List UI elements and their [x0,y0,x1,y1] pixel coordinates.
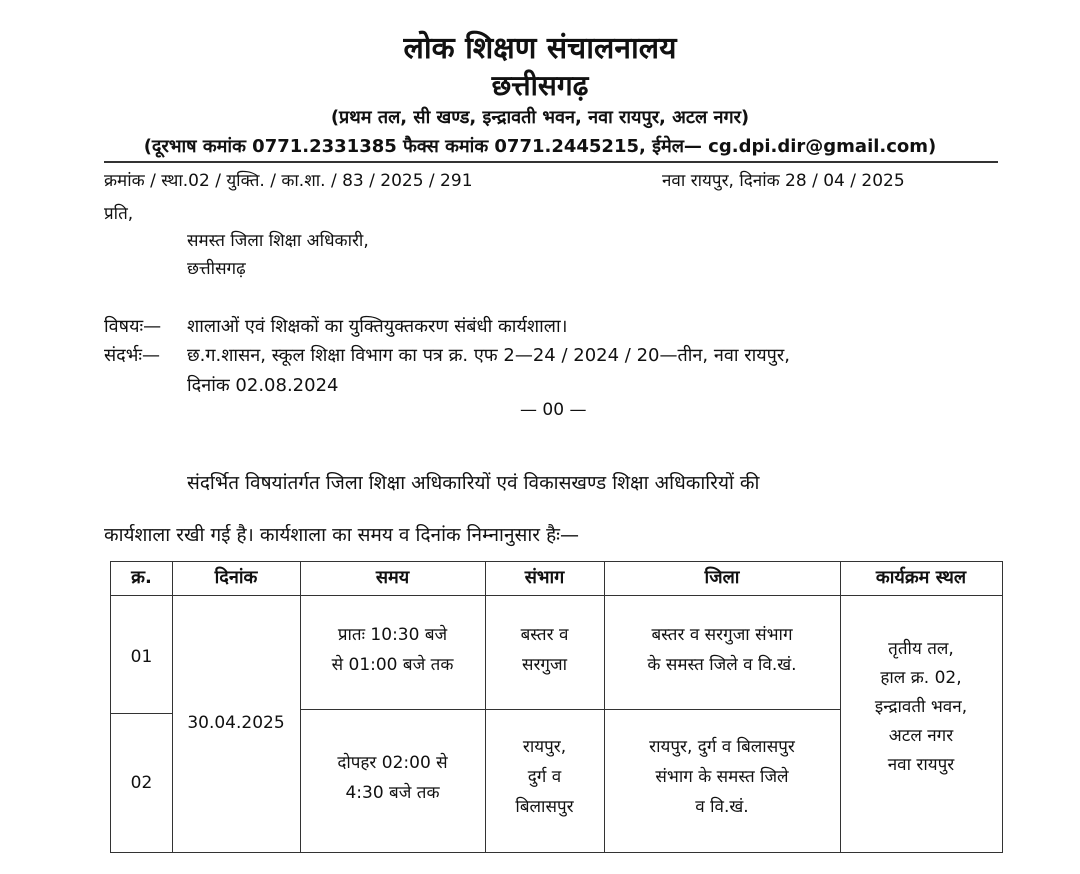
row2-district-line: व वि.खं. [695,797,749,817]
addressee-line2: छत्तीसगढ़ [187,259,246,279]
venue-line: हाल क्र. 02, [880,668,962,688]
row1-division-line: बस्तर व [520,625,569,645]
body-line1: संदर्भित विषयांतर्गत जिला शिक्षा अधिकारियों एवं विकासखण्ड शिक्षा अधिकारियों की [187,472,760,494]
row2-division-line: दुर्ग व [527,767,562,787]
table-col-divider [172,562,173,852]
row1-sno: 01 [130,647,153,667]
row1-district [604,620,840,680]
table-header-divider [111,595,1002,596]
header-date: दिनांक [214,567,258,588]
venue-line: नवा रायपुर [887,755,955,775]
date-cell: 30.04.2025 [187,713,285,733]
subject-text: शालाओं एवं शिक्षकों का युक्तियुक्तकरण संबंधी कार्यशाला। [187,316,568,337]
row1-time-line: से 01:00 बजे तक [331,655,454,675]
header-time: समय [375,567,410,588]
venue-line: अटल नगर [888,726,954,746]
office-contact: (दूरभाष कमांक 0771.2331385 फैक्स कमांक 0771.2445215, ईमेल— cg.dpi.dir@gmail.com) [143,136,937,157]
body-line2: कार्यशाला रखी गई है। कार्यशाला का समय व दिनांक निम्नानुसार हैः— [104,524,580,546]
row1-time-line: प्रातः 10:30 बजे [337,625,448,645]
letter-place-date: नवा रायपुर, दिनांक 28 / 04 / 2025 [662,171,905,191]
header-district: जिला [704,567,740,588]
row1-division-line: सरगुजा [521,655,568,675]
row2-district-line: रायपुर, दुर्ग व बिलासपुर [649,737,795,757]
venue-line: इन्द्रावती भवन, [874,697,968,717]
office-name: लोक शिक्षण संचालनालय [403,31,677,66]
header-divider [104,161,998,163]
row1-division [485,620,604,680]
state-name: छत्तीसगढ़ [491,69,589,102]
row2-district [604,732,840,822]
row2-sno: 02 [130,773,153,793]
row2-division-line: रायपुर, [522,737,567,757]
venue-cell [840,635,1002,780]
office-address: (प्रथम तल, सी खण्ड, इन्द्रावती भवन, नवा रायपुर, अटल नगर) [330,107,750,128]
venue-line: तृतीय तल, [888,639,954,659]
header-venue: कार्यक्रम स्थल [875,567,967,588]
table-row-divider [111,713,172,714]
row1-time [300,620,485,680]
table-row-divider [300,709,840,710]
letter-ref-number: क्रमांक / स्था.02 / युक्ति. / का.शा. / 83 / 2025 / 291 [104,171,473,191]
row2-division-line: बिलासपुर [515,797,574,817]
row1-district-line: के समस्त जिले व वि.खं. [647,655,797,675]
header-division: संभाग [524,567,565,588]
separator: — 00 — [520,400,587,420]
to-label: प्रति, [104,204,134,224]
row2-time-line: दोपहर 02:00 से [337,753,448,773]
table-col-divider [300,562,301,852]
row1-district-line: बस्तर व सरगुजा संभाग [651,625,793,645]
row2-division [485,732,604,822]
row2-time [300,748,485,808]
row2-time-line: 4:30 बजे तक [345,783,440,803]
reference-label: संदर्भः— [104,345,161,366]
reference-line2: दिनांक 02.08.2024 [187,375,339,396]
addressee-line1: समस्त जिला शिक्षा अधिकारी, [187,231,369,251]
row2-district-line: संभाग के समस्त जिले [655,767,789,787]
subject-label: विषयः— [104,316,162,337]
schedule-table [110,561,1003,853]
header-sno: क्र. [131,567,152,588]
reference-line1: छ.ग.शासन, स्कूल शिक्षा विभाग का पत्र क्र. एफ 2—24 / 2024 / 20—तीन, नवा रायपुर, [187,345,790,366]
